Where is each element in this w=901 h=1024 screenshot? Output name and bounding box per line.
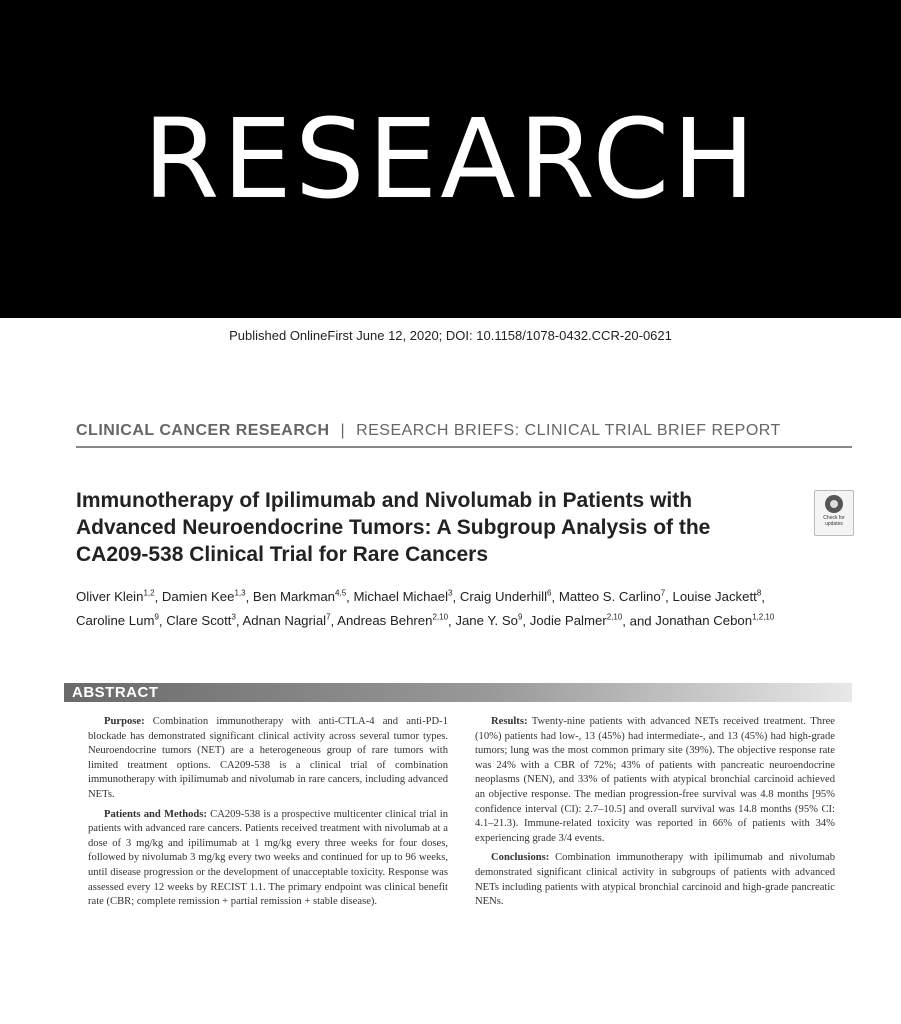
author-name: Jonathan Cebon	[655, 613, 753, 629]
abstract-section-text: Twenty-nine patients with advanced NETs received treatment. Three (10%) patients had low-, 13 (45%) had intermediate-, and 13 (45%) had high-grade tumors; lung was the most common primary site (39%). The objective response rate was 24% with a CBR of 72%; 43% of patients with pancreatic neuroendocrine neoplasms (NEN), and 33% of patients with atypical bronchial carcinoid achieved an objective response. The median progression-free survival was 4.8 months [95% confidence interval (CI): 2.7–10.5] and overall survival was 14.8 months (95% CI: 4.1–21.3). Immune-related toxicity was reported in 66% of patients with 34% experiencing grade 3/4 events.	[475, 716, 835, 844]
check-for-updates-badge[interactable]	[814, 490, 854, 536]
author-affiliation: 2,10	[606, 612, 623, 622]
author-list: Oliver Klein$^{1,2}$, Damien Kee$^{1,3}$, Ben Markman$^{4,5}$, Michael Michael$^3$, Craig Underhill$^6$, Matteo S. Carlino$^7$, Louise Jackett$^8$, Caroline Lum$^9$, Clare Scott$^3$, Adnan Nagrial$^7$, Andreas Behren$^{2,10}$, Jane Y. So$^9$, Jodie Palmer$^{2,10}$, and Jonathan Cebon$^{1,2,10}$	[76, 589, 775, 629]
abstract-section-text: CA209-538 is a prospective multicenter clinical trial in patients with advanced rare cancers. Patients received treatment with nivolumab at a dose of 3 mg/kg and ipilimumab at 1 mg/kg every three weeks for four doses, followed by nivolumab 3 mg/kg every two weeks and continued for up to 96 weeks, until disease progression or the development of unacceptable toxicity. Response was assessed every 12 weeks by RECIST 1.1. The primary endpoint was clinical benefit rate (CBR; complete remission + partial remission + stable disease).	[88, 808, 448, 908]
journal-header	[76, 422, 852, 448]
abstract-section-heading: Results:	[491, 716, 528, 727]
author-affiliation: 6	[547, 589, 552, 598]
author-name: Caroline Lum	[76, 613, 155, 629]
author	[673, 589, 762, 604]
author	[455, 613, 522, 628]
author-affiliation: 4,5	[335, 589, 347, 598]
author-affiliation: 3	[231, 612, 236, 622]
author	[76, 613, 159, 628]
author-affiliation: 9	[517, 612, 523, 622]
author-affiliation: 1,2	[143, 589, 155, 598]
author-affiliation: 9	[154, 612, 159, 622]
author-affiliation: 7	[660, 589, 666, 598]
author-name: Craig Underhill	[459, 589, 548, 605]
banner-title: RESEARCH	[143, 95, 758, 223]
abstract-section-heading: Purpose:	[104, 716, 145, 727]
abstract-paragraph	[88, 715, 448, 803]
abstract-paragraph	[88, 808, 448, 910]
abstract-section-heading: Conclusions:	[491, 852, 550, 864]
author-name: Clare Scott	[166, 613, 232, 629]
author-affiliation: 3	[448, 589, 453, 598]
abstract-paragraph	[475, 715, 835, 846]
author-name: Andreas Behren	[337, 613, 433, 629]
author	[460, 589, 552, 604]
publication-line: Published OnlineFirst June 12, 2020; DOI: 10.1158/1078-0432.CCR-20-0621	[229, 328, 672, 343]
author	[253, 589, 346, 604]
author	[559, 589, 665, 604]
author-name: Matteo S. Carlino	[558, 589, 661, 605]
author-affiliation: 7	[326, 612, 331, 622]
author-name: Michael Michael	[353, 589, 449, 605]
article-title: Immunotherapy of Ipilimumab and Nivolumab in Patients with Advanced Neuroendocrine Tumors: A Subgroup Analysis of the CA209-538 Clinical Trial for Rare Cancers	[76, 489, 711, 566]
abstract-section-text: Combination immunotherapy with anti-CTLA-4 and anti-PD-1 blockade has demonstrated significant clinical activity across several tumor types. Neuroendocrine tumors (NET) are a heterogeneous group of rare tumors with limited treatment options. CA209-538 is a clinical trial of combination immunotherapy with ipilimumab and nivolumab in rare cancers, including advanced NETs.	[88, 716, 448, 800]
author-affiliation: 1,3	[234, 589, 246, 598]
abstract-paragraph	[475, 851, 835, 909]
journal-section: RESEARCH BRIEFS: CLINICAL TRIAL BRIEF REPORT	[356, 422, 781, 439]
author	[353, 589, 452, 604]
abstract-label: ABSTRACT	[72, 684, 159, 701]
abstract-section-heading: Patients and Methods:	[104, 808, 207, 820]
badge-label: Check for updates	[823, 515, 845, 527]
author-name: Adnan Nagrial	[242, 613, 327, 629]
author-name: Jodie Palmer	[529, 613, 607, 629]
author-name: Oliver Klein	[76, 589, 144, 605]
abstract-header-bar	[64, 683, 852, 702]
abstract-left-column	[88, 715, 448, 915]
research-banner	[0, 0, 901, 318]
abstract-section-text: Combination immunotherapy with ipilimumab and nivolumab demonstrated significant clinical activity in subgroups of patients with advanced NETs including patients with atypical bronchial carcinoid and high-grade pancreatic NENs.	[475, 852, 835, 908]
abstract-right-column	[475, 715, 835, 915]
author	[243, 613, 331, 628]
check-for-updates-icon	[825, 495, 843, 513]
author	[166, 613, 236, 628]
author-affiliation: 1,2,10	[752, 612, 775, 622]
author	[162, 589, 246, 604]
author	[76, 589, 155, 604]
author	[655, 613, 774, 628]
author	[530, 613, 623, 628]
author-name: Louise Jackett	[672, 589, 757, 605]
author-affiliation: 2,10	[432, 612, 449, 622]
author-name: Ben Markman	[252, 589, 336, 605]
author	[337, 613, 448, 628]
author-name: Damien Kee	[161, 589, 235, 605]
journal-name: CLINICAL CANCER RESEARCH	[76, 422, 330, 439]
author-affiliation: 8	[756, 589, 762, 598]
journal-separator: |	[340, 422, 346, 439]
author-name: Jane Y. So	[455, 613, 518, 629]
